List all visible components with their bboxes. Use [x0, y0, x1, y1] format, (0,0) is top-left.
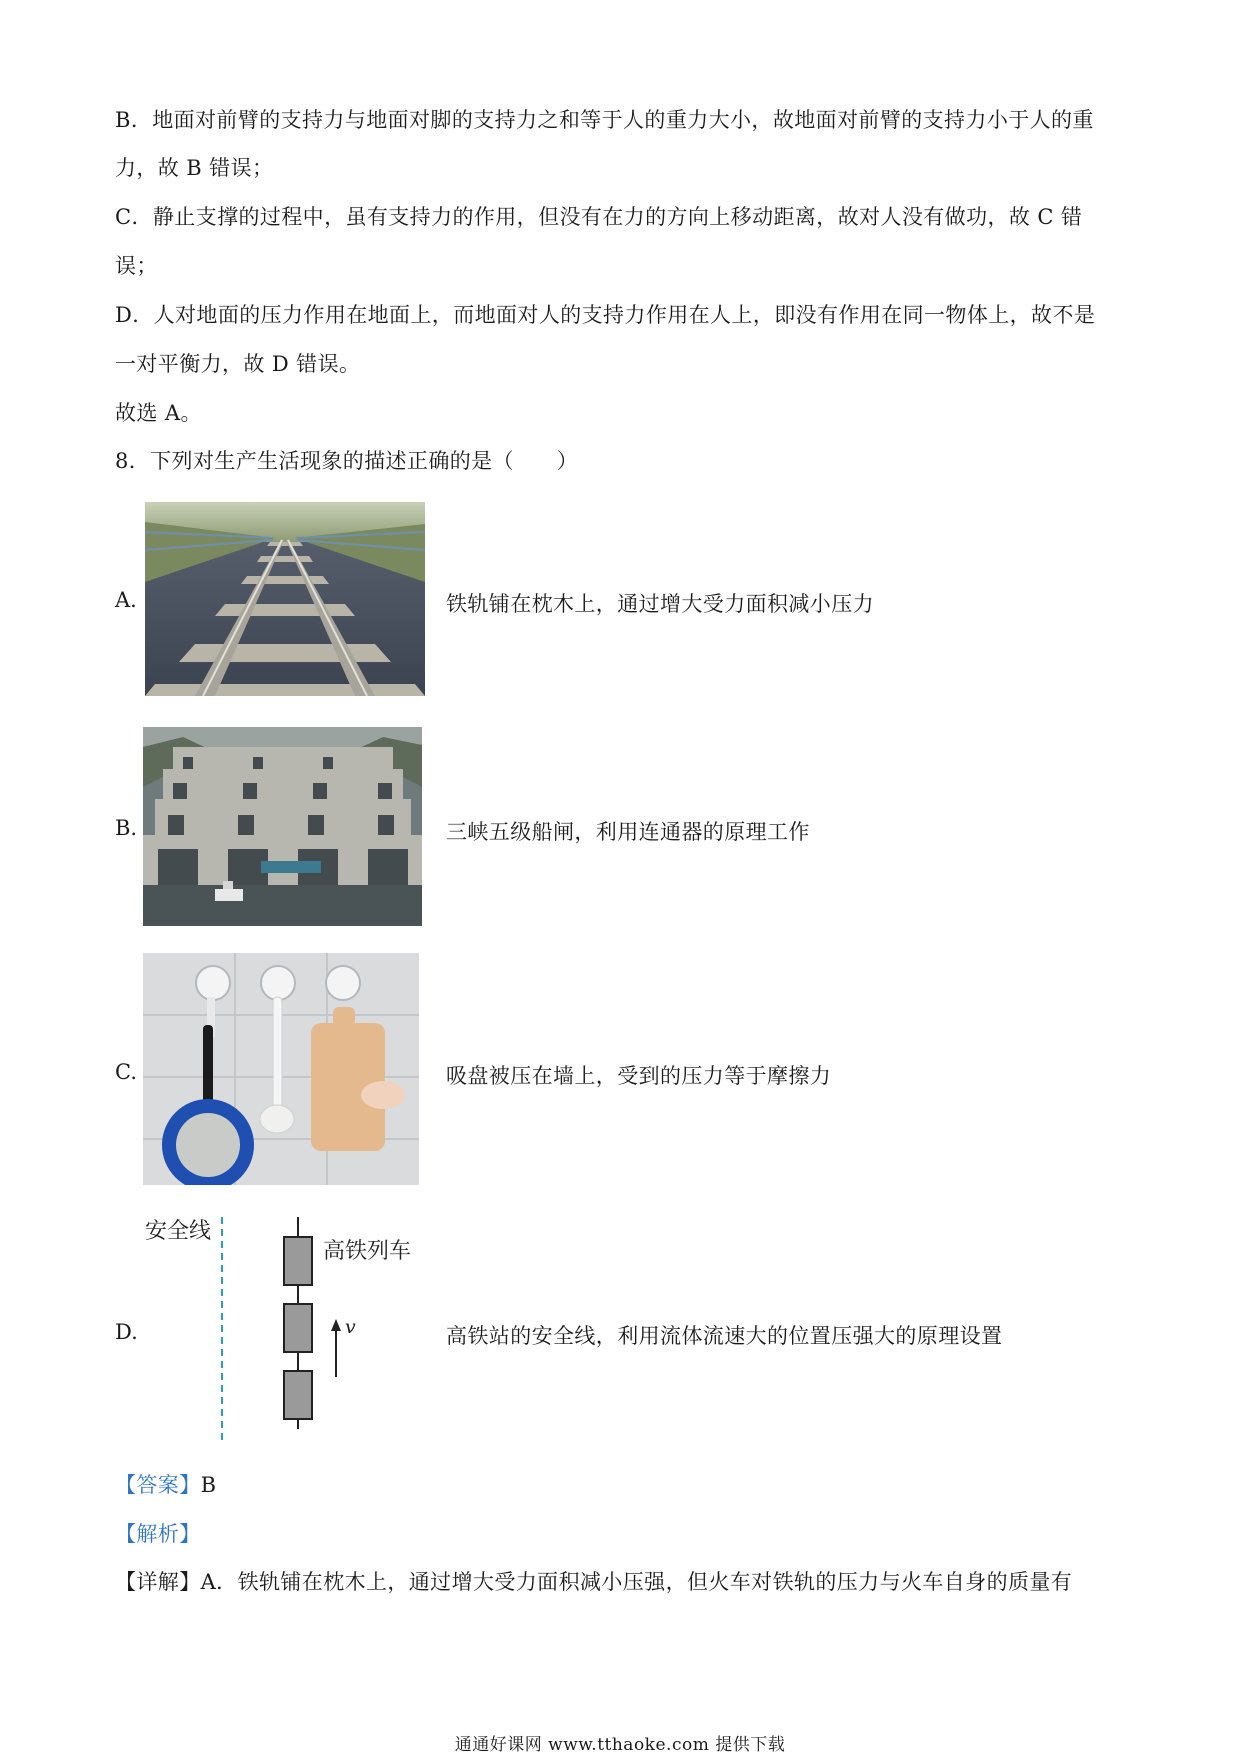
answer-line	[115, 1471, 216, 1499]
high-speed-rail-diagram	[140, 1215, 430, 1445]
question-stem: 8．下列对生产生活现象的描述正确的是（ ）	[115, 449, 579, 473]
railway-track-photo	[145, 502, 425, 696]
velocity-label: v	[345, 1316, 356, 1338]
detail-text: A．铁轨铺在枕木上，通过增大受力面积减小压强，但火车对铁轨的压力与火车自身的质量有	[200, 1570, 1073, 1594]
explanation-d-line2: 一对平衡力，故 D 错误。	[115, 352, 361, 376]
option-c-label: C.	[115, 1060, 137, 1084]
analysis-line	[115, 1520, 201, 1548]
option-d-text: 高铁站的安全线，利用流体流速大的位置压强大的原理设置	[446, 1324, 1003, 1348]
footer-credit: 通通好课网 www.tthaoke.com 提供下载	[454, 1735, 786, 1755]
conclusion: 故选 A。	[115, 401, 202, 425]
safety-line-label: 安全线	[145, 1219, 212, 1244]
train-label: 高铁列车	[323, 1239, 412, 1264]
explanation-c-line2: 误；	[115, 254, 158, 278]
analysis-tag: 【解析】	[115, 1522, 201, 1546]
detail-tag: 【详解】	[115, 1570, 201, 1594]
train-car-2	[284, 1304, 312, 1352]
answer-tag: 【答案】	[115, 1473, 201, 1497]
three-gorges-lock-photo	[143, 727, 422, 926]
explanation-b-line2: 力，故 B 错误；	[115, 156, 274, 180]
option-a-label: A.	[115, 588, 137, 612]
option-b-text: 三峡五级船闸，利用连通器的原理工作	[446, 820, 810, 844]
option-a-text: 铁轨铺在枕木上，通过增大受力面积减小压力	[446, 592, 874, 616]
detail-line	[115, 1568, 1072, 1596]
train-car-1	[284, 1237, 312, 1285]
explanation-c-line1: C．静止支撑的过程中，虽有支持力的作用，但没有在力的方向上移动距离，故对人没有做功，故 C 错	[115, 205, 1083, 229]
option-c-text: 吸盘被压在墙上，受到的压力等于摩擦力	[446, 1064, 832, 1088]
train-car-3	[284, 1371, 312, 1419]
option-b-label: B.	[115, 816, 138, 840]
option-d-label: D.	[115, 1320, 138, 1344]
suction-cup-hooks-photo	[143, 953, 419, 1185]
explanation-b-line1: B．地面对前臂的支持力与地面对脚的支持力之和等于人的重力大小，故地面对前臂的支持力小于人的重	[115, 108, 1094, 132]
answer-value: B	[200, 1473, 217, 1497]
explanation-d-line1: D．人对地面的压力作用在地面上，而地面对人的支持力作用在人上，即没有作用在同一物体上，故不是	[115, 303, 1096, 327]
